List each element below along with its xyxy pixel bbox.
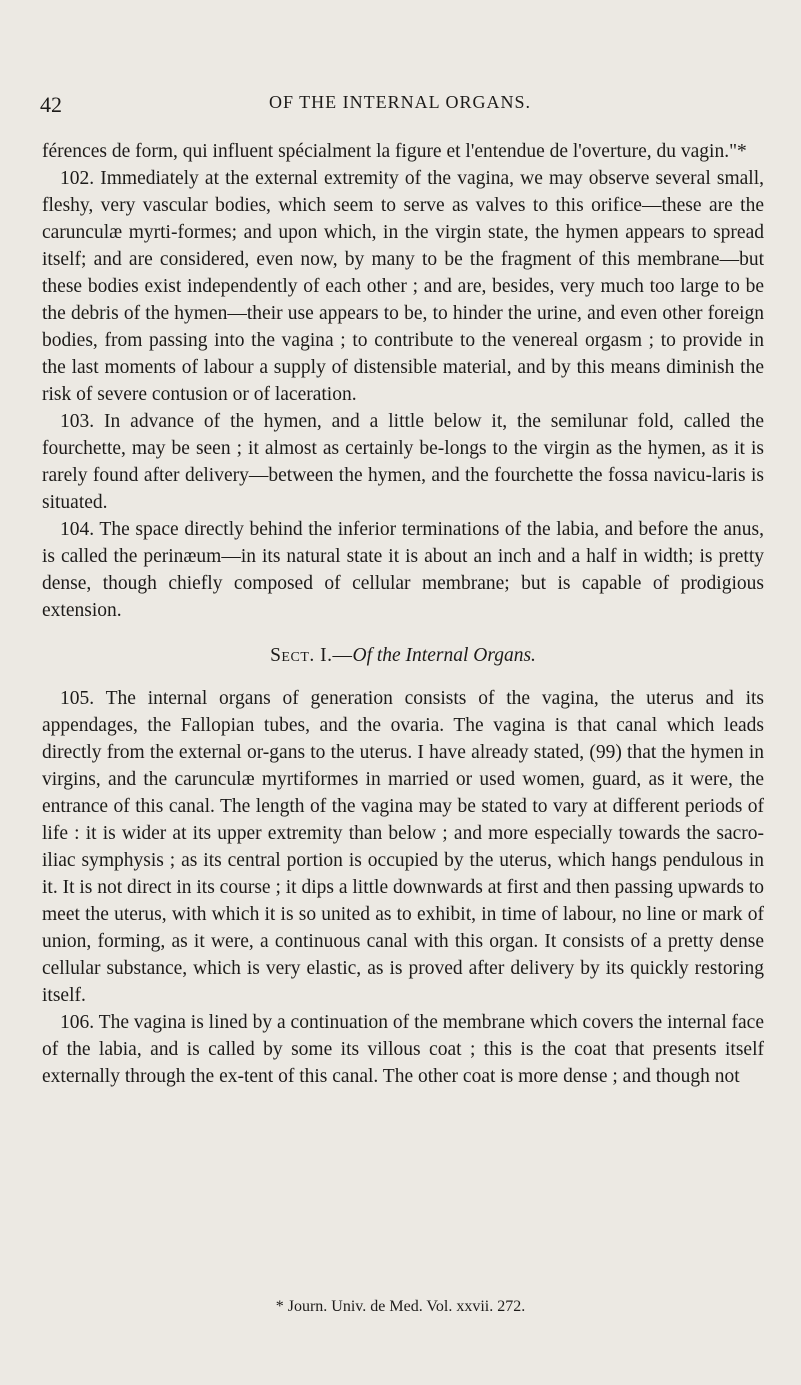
body-text (42, 138, 764, 1090)
page-number: 42 (40, 92, 62, 117)
paragraph-104: 104. The space directly behind the inferior terminations of the labia, and before the anus, is called the perinæum—in its natural state it is about an inch and a half in width; is pretty dense, though chiefly composed of cellular membrane; but is capable of prodigious extension. (42, 519, 764, 621)
section-title: Of the Internal Organs. (352, 645, 536, 666)
paragraph-103: 103. In advance of the hymen, and a little below it, the semilunar fold, called the fourchette, may be seen ; it almost as certainly be-longs to the virgin as the hymen, as it is rarely found after delivery—between the hymen, and the fourchette the fossa navicu-laris is situated. (42, 411, 764, 513)
paragraph-106: 106. The vagina is lined by a continuation of the membrane which covers the internal face of the labia, and is called by some its villous coat ; this is the coat that presents itself externally through the ex-tent of this canal. The other coat is more dense ; and though not (42, 1012, 764, 1087)
paragraph-continuation: férences de form, qui influent spécialment la figure et l'entendue de l'overture, du vagin."* (42, 141, 747, 162)
paragraph-102: 102. Immediately at the external extremity of the vagina, we may observe several small, fleshy, very vascular bodies, which seem to serve as valves to this orifice—these are the carunculæ myrti-formes; and upon which, in the virgin state, the hymen appears to spread itself; and are considered, even now, by many to be the fragment of this membrane—but these bodies exist independently of each other ; and are, besides, very much too large to be the debris of the hymen—their use appears to be, to hinder the urine, and even other foreign bodies, from passing into the vagina ; to contribute to the venereal orgasm ; to provide in the last moments of labour a supply of distensible material, and by this means diminish the risk of severe contusion or of laceration. (42, 168, 764, 405)
running-title: OF THE INTERNAL ORGANS. (268, 92, 531, 112)
section-heading (42, 642, 764, 669)
footnote: * Journ. Univ. de Med. Vol. xxvii. 272. (275, 1298, 526, 1315)
running-head (40, 92, 760, 122)
section-label: Sect. I.— (270, 645, 353, 666)
paragraph-105: 105. The internal organs of generation consists of the vagina, the uterus and its appendages, the Fallopian tubes, and the ovaria. The vagina is that canal which leads directly from the external or-gans to the uterus. I have already stated, (99) that the hymen in virgins, and the carunculæ myrtiformes in married or used women, guard, as it were, the entrance of this canal. The length of the vagina may be stated to vary at different periods of life : it is wider at its upper extremity than below ; and more especially towards the sacro-iliac symphysis ; as its central portion is occupied by the uterus, which hangs pendulous in it. It is not direct in its course ; it dips a little downwards at first and then passing upwards to meet the uterus, with which it is so united as to exhibit, in time of labour, no line or mark of union, forming, as it were, a continuous canal with this organ. It consists of a pretty dense cellular substance, which is very elastic, as is proved after delivery by its quickly restoring itself. (42, 688, 764, 1006)
